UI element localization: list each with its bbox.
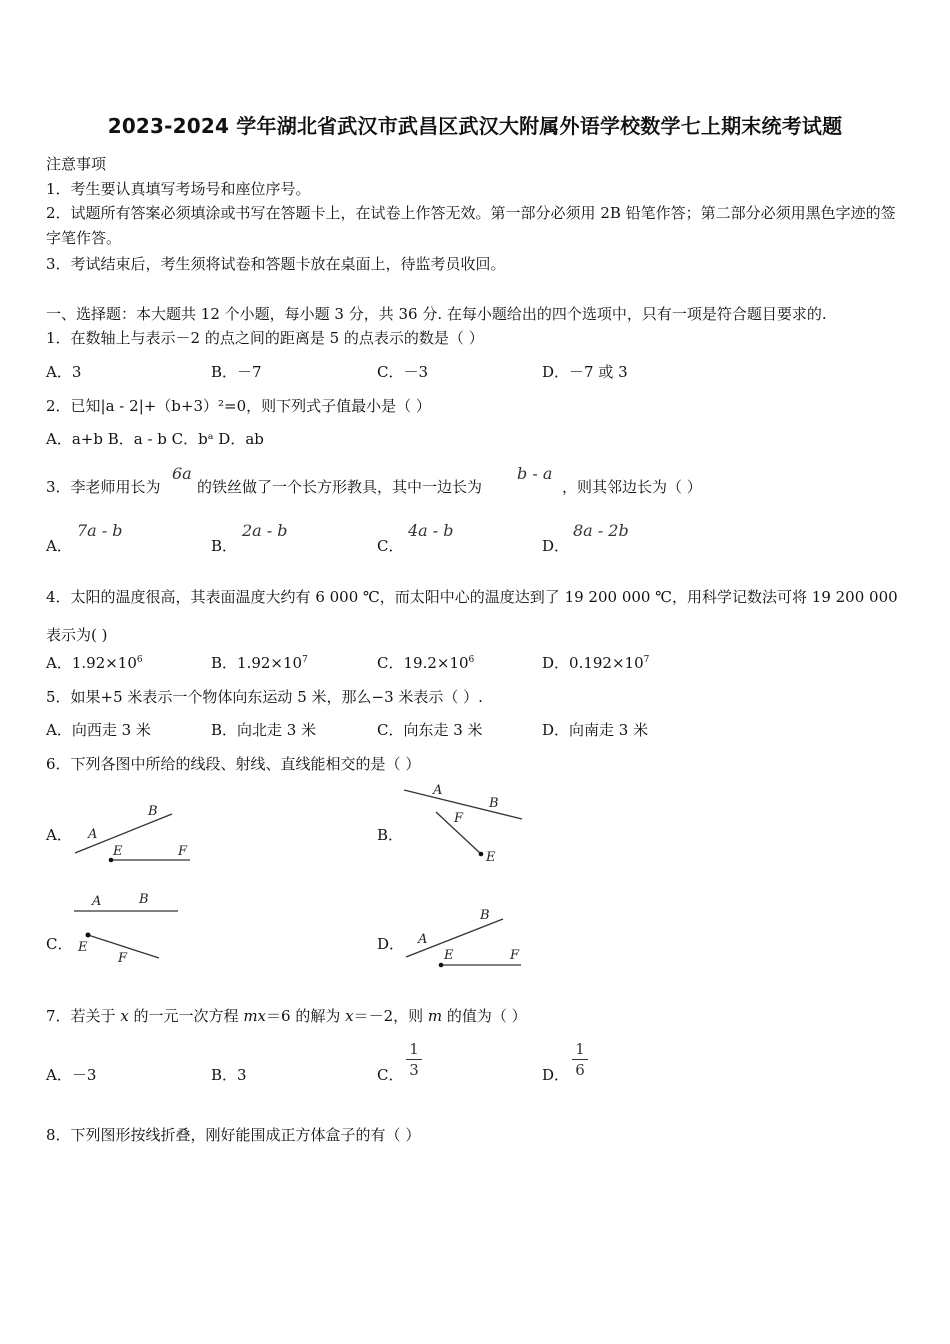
- label-e: E: [444, 948, 454, 963]
- label-b: B: [489, 796, 499, 811]
- q3-option-c-expr: 4a - b: [408, 521, 454, 540]
- point-e: [439, 963, 444, 968]
- label-e: E: [486, 850, 496, 865]
- fraction-bar: [406, 1059, 422, 1060]
- label-b: B: [480, 908, 490, 923]
- fraction-bar: [572, 1059, 588, 1060]
- q6-stem: 6．下列各图中所给的线段、射线、直线能相交的是（ ）: [46, 755, 421, 773]
- q3-option-b-expr: 2a - b: [242, 521, 288, 540]
- q7-option-a[interactable]: A．－3: [46, 1066, 97, 1084]
- q4-stem: 4．太阳的温度很高，其表面温度大约有 6 000 ℃，而太阳中心的温度达到了 19 200 000 ℃，用科学记数法可将 19 200 000 表示为( ): [46, 588, 898, 644]
- q7-option-d[interactable]: D．: [542, 1066, 570, 1084]
- q3-stem-end: ，则其邻边长为（ ）: [562, 478, 702, 496]
- q7-var-m: m: [427, 1007, 443, 1025]
- q4-option-b[interactable]: [211, 652, 308, 673]
- q4-option-a-base: A．1.92×10: [46, 654, 137, 672]
- q7-var-x: x: [120, 1007, 129, 1025]
- q2-stem: 2．已知|a - 2|+（b+3）²=0，则下列式子值最小是（ ）: [46, 397, 431, 415]
- notice-item-2: 2．试题所有答案必须填涂或书写在答题卡上，在试卷上作答无效。第一部分必须用 2B 铅笔作答；第二部分必须用黑色字迹的签字笔作答。: [46, 204, 896, 247]
- fraction-numerator: 1: [409, 1040, 419, 1058]
- q7-var-x2: x: [345, 1007, 354, 1025]
- exam-title: 2023-2024 学年湖北省武汉市武昌区武汉大附属外语学校数学七上期末统考试题: [107, 114, 843, 138]
- fraction-denominator: 6: [575, 1061, 585, 1079]
- q5-option-c[interactable]: C．向东走 3 米: [377, 721, 483, 739]
- q7-option-c-fraction: [406, 1040, 422, 1079]
- point-e: [479, 852, 484, 857]
- label-f: F: [510, 948, 520, 963]
- q4-option-c-exp: 6: [468, 655, 475, 665]
- q2-options[interactable]: A．a+b B．a - b C．bᵃ D．ab: [46, 430, 264, 448]
- label-e: E: [113, 844, 123, 859]
- q7-stem-a: 7．若关于: [46, 1007, 121, 1025]
- q7-stem-b: 的一元一次方程: [128, 1007, 244, 1025]
- fraction-denominator: 3: [409, 1061, 419, 1079]
- q3-expr-b-a: b - a: [517, 464, 553, 483]
- q3-option-b[interactable]: B．: [211, 537, 238, 555]
- q6-option-b[interactable]: B．: [377, 826, 404, 844]
- q5-option-b[interactable]: B．向北走 3 米: [211, 721, 317, 739]
- q1-option-b[interactable]: B．－7: [211, 363, 262, 381]
- q7-var-mx: mx: [243, 1007, 267, 1025]
- q6-figure-d: [400, 903, 530, 973]
- q4-option-c[interactable]: [377, 652, 474, 673]
- label-a: A: [92, 894, 102, 909]
- q3-option-d[interactable]: D．: [542, 537, 570, 555]
- point-e: [86, 933, 91, 938]
- q3-expr-6a: 6a: [172, 464, 192, 483]
- q7-stem-e: 的值为（ ）: [442, 1007, 527, 1025]
- q4-option-b-base: B．1.92×10: [211, 654, 303, 672]
- q3-option-c[interactable]: C．: [377, 537, 404, 555]
- q3-option-d-expr: 8a - 2b: [573, 521, 629, 540]
- q6-figure-c: [70, 888, 185, 968]
- label-f: F: [118, 951, 128, 966]
- label-f: F: [454, 811, 464, 826]
- q6-figure-b: [400, 780, 535, 870]
- q5-option-d[interactable]: D．向南走 3 米: [542, 721, 649, 739]
- q1-stem: 1．在数轴上与表示－2 的点之间的距离是 5 的点表示的数是（ ）: [46, 329, 484, 347]
- label-b: B: [139, 892, 149, 907]
- q4-option-a[interactable]: [46, 652, 143, 673]
- q6-option-d[interactable]: D．: [377, 935, 405, 953]
- q3-stem-middle: 的铁丝做了一个长方形教具，其中一边长为: [197, 478, 483, 496]
- q4-option-d[interactable]: [542, 652, 649, 673]
- label-f: F: [178, 844, 188, 859]
- q6-option-a[interactable]: A．: [46, 826, 72, 844]
- section-heading: 一、选择题：本大题共 12 个小题，每小题 3 分，共 36 分. 在每小题给出的四个选项中，只有一项是符合题目要求的.: [46, 305, 827, 323]
- label-a: A: [433, 783, 443, 798]
- q7-stem: [46, 1005, 527, 1026]
- q5-option-a[interactable]: A．向西走 3 米: [46, 721, 151, 739]
- q7-option-c[interactable]: C．: [377, 1066, 404, 1084]
- q4-option-b-exp: 7: [302, 655, 308, 665]
- q4-option-d-base: D．0.192×10: [542, 654, 644, 672]
- q1-option-d[interactable]: D．－7 或 3: [542, 363, 628, 381]
- q7-stem-c: ＝6 的解为: [266, 1007, 346, 1025]
- q6-option-c[interactable]: C．: [46, 935, 73, 953]
- notice-item-1: 1．考生要认真填写考场号和座位序号。: [46, 180, 311, 198]
- q5-stem: 5．如果+5 米表示一个物体向东运动 5 米，那么−3 米表示（ ）.: [46, 688, 483, 706]
- q8-stem: 8．下列图形按线折叠，刚好能围成正方体盒子的有（ ）: [46, 1126, 421, 1144]
- label-e: E: [78, 940, 88, 955]
- label-b: B: [148, 804, 158, 819]
- q3-option-a-expr: 7a - b: [77, 521, 123, 540]
- q7-option-b[interactable]: B．3: [211, 1066, 247, 1084]
- q1-option-a[interactable]: A．3: [46, 363, 82, 381]
- notice-heading: 注意事项: [46, 155, 107, 173]
- fraction-numerator: 1: [575, 1040, 585, 1058]
- q3-stem-start: 3．李老师用长为: [46, 478, 161, 496]
- q7-option-d-fraction: [572, 1040, 588, 1079]
- q4-option-c-base: C．19.2×10: [377, 654, 469, 672]
- q7-stem-d: ＝－2，则: [353, 1007, 428, 1025]
- q4-option-a-exp: 6: [136, 655, 143, 665]
- label-a: A: [418, 932, 428, 947]
- q1-option-c[interactable]: C．－3: [377, 363, 429, 381]
- q6-figure-a: [70, 798, 200, 868]
- notice-item-3: 3．考试结束后，考生须将试卷和答题卡放在桌面上，待监考员收回。: [46, 255, 506, 273]
- q3-option-a[interactable]: A．: [46, 537, 72, 555]
- label-a: A: [88, 827, 98, 842]
- q4-option-d-exp: 7: [643, 655, 650, 665]
